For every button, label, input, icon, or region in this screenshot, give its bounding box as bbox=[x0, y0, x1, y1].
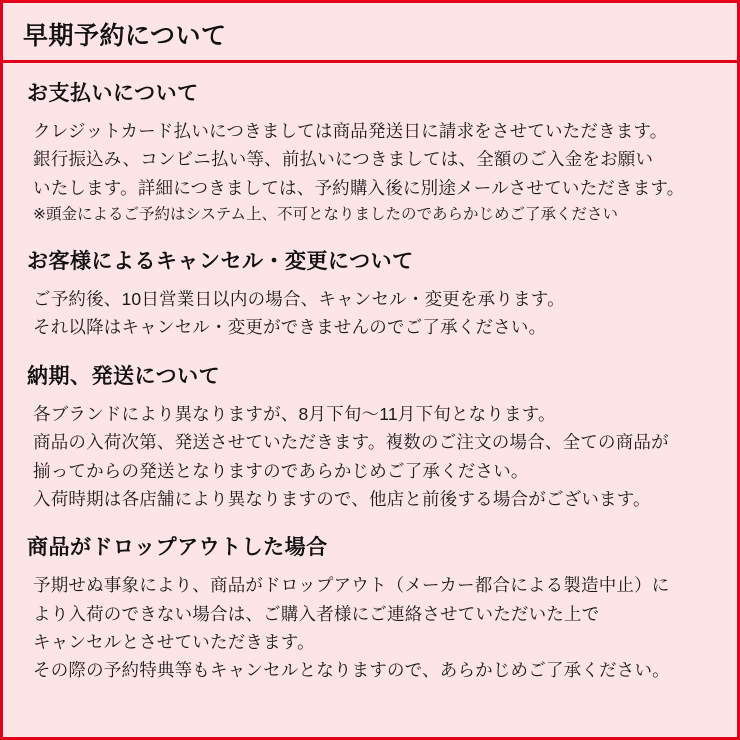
notice-section bbox=[25, 531, 715, 684]
section-text-line: より入荷のできない場合は、ご購入者様にご連絡させていただいた上で bbox=[33, 603, 600, 624]
section-text-line: 各ブランドにより異なりますが、8月下旬〜11月下旬となります。 bbox=[33, 403, 556, 424]
section-heading: お支払いについて bbox=[27, 82, 199, 105]
section-note-line: ※頭金によるご予約はシステム上、不可となりましたのであらかじめご了承ください bbox=[33, 206, 618, 224]
section-text-line: 入荷時期は各店舗により異なりますので、他店と前後する場合がございます。 bbox=[33, 488, 651, 509]
section-text-line: その際の予約特典等もキャンセルとなりますので、あらかじめご了承ください。 bbox=[33, 660, 670, 681]
section-body bbox=[33, 285, 715, 342]
notice-section bbox=[25, 77, 715, 227]
section-text-line: キャンセルとさせていただきます。 bbox=[33, 631, 315, 652]
section-body bbox=[33, 400, 715, 513]
notice-section bbox=[25, 245, 715, 342]
section-text-line: いたします。詳細につきましては、予約購入後に別途メールさせていただきます。 bbox=[33, 177, 685, 198]
section-text-line: 商品の入荷次第、発送させていただきます。複数のご注文の場合、全ての商品が bbox=[33, 432, 669, 453]
section-text-line: クレジットカード払いにつきましては商品発送日に請求をさせていただきます。 bbox=[33, 121, 668, 141]
section-heading: 納期、発送について bbox=[27, 364, 221, 388]
section-heading: お客様によるキャンセル・変更について bbox=[27, 250, 414, 274]
section-text-line: それ以降はキャンセル・変更ができませんのでご了承ください。 bbox=[33, 317, 547, 338]
section-body bbox=[33, 117, 715, 227]
section-text-line: 揃ってからの発送となりますのであらかじめご了承ください。 bbox=[33, 460, 529, 481]
section-heading: 商品がドロップアウトした場合 bbox=[27, 536, 328, 560]
section-body bbox=[33, 571, 715, 684]
notice-content bbox=[3, 63, 737, 685]
section-text-line: 銀行振込み、コンビニ払い等、前払いにつきましては、全額のご入金をお願い bbox=[33, 149, 654, 170]
notice-section bbox=[25, 360, 715, 513]
section-text-line: ご予約後、10日営業日以内の場合、キャンセル・変更を承ります。 bbox=[33, 289, 565, 310]
section-text-line: 予期せぬ事象により、商品がドロップアウト（メーカー都合による製造中止）に bbox=[33, 575, 670, 596]
page-title: 早期予約について bbox=[23, 22, 227, 50]
